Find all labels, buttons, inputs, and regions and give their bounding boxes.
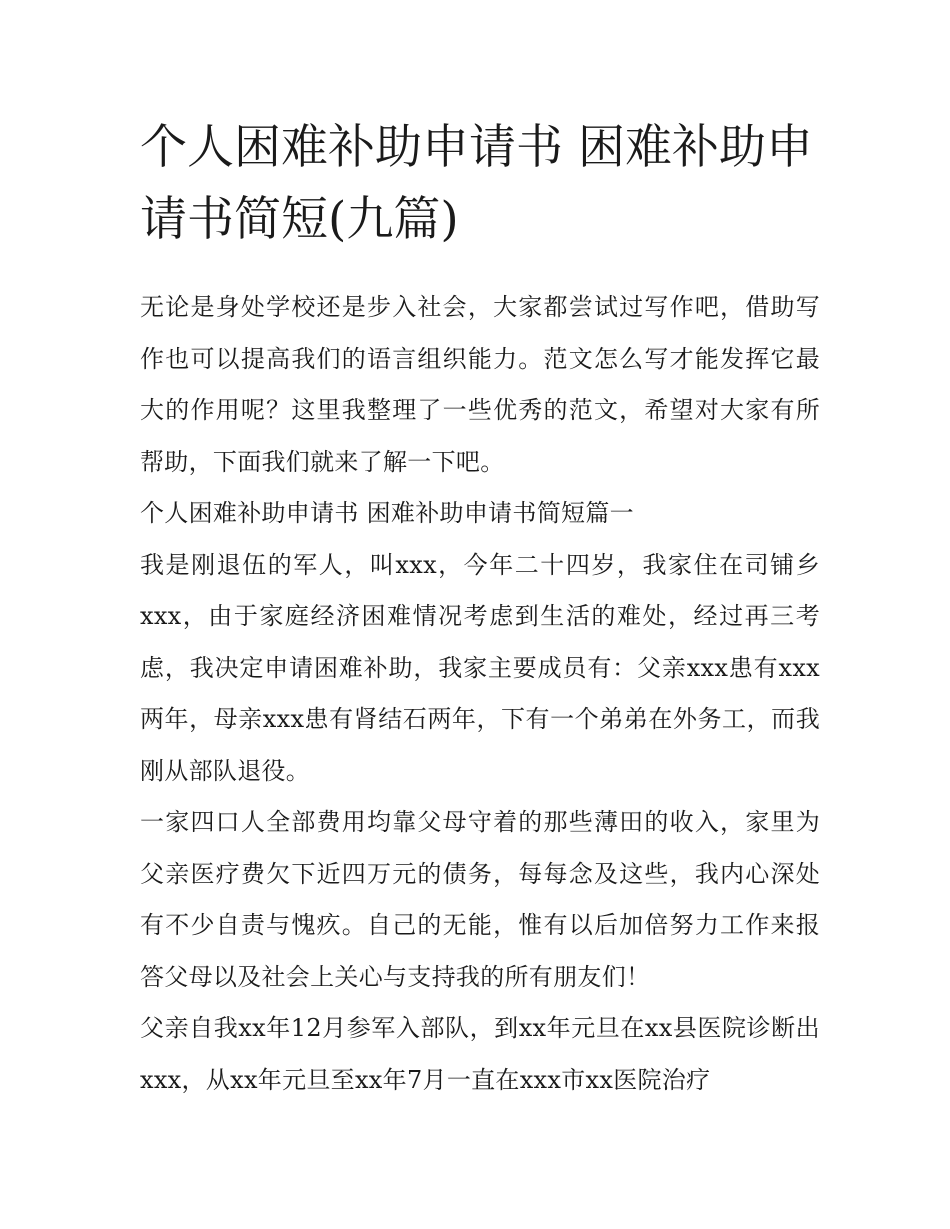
section-heading: 个人困难补助申请书 困难补助申请书简短篇一	[140, 499, 634, 527]
document-body	[140, 282, 820, 1106]
document-page	[140, 112, 820, 1106]
document-title: 个人困难补助申请书 困难补助申请书简短(九篇)	[140, 120, 813, 247]
intro-paragraph: 无论是身处学校还是步入社会，大家都尝试过写作吧，借助写作也可以提高我们的语言组织能力。范文怎么写才能发挥它最大的作用呢？这里我整理了一些优秀的范文，希望对大家有所帮助，下面我们就来了解一下吧。	[140, 293, 820, 476]
body-paragraph: 一家四口人全部费用均靠父母守着的那些薄田的收入，家里为父亲医疗费欠下近四万元的债务，每每念及这些，我内心深处有不少自责与愧疚。自己的无能，惟有以后加倍努力工作来报答父母以及社会上关心与支持我的所有朋友们！	[140, 808, 820, 991]
body-paragraph: 父亲自我xx年12月参军入部队，到xx年元旦在xx县医院诊断出xxx，从xx年元旦至xx年7月一直在xxx市xx医院治疗	[140, 1014, 820, 1094]
body-paragraph: 我是刚退伍的军人，叫xxx，今年二十四岁，我家住在司铺乡xxx，由于家庭经济困难情况考虑到生活的难处，经过再三考虑，我决定申请困难补助，我家主要成员有：父亲xxx患有xxx两年，母亲xxx患有肾结石两年，下有一个弟弟在外务工，而我刚从部队退役。	[140, 550, 820, 785]
